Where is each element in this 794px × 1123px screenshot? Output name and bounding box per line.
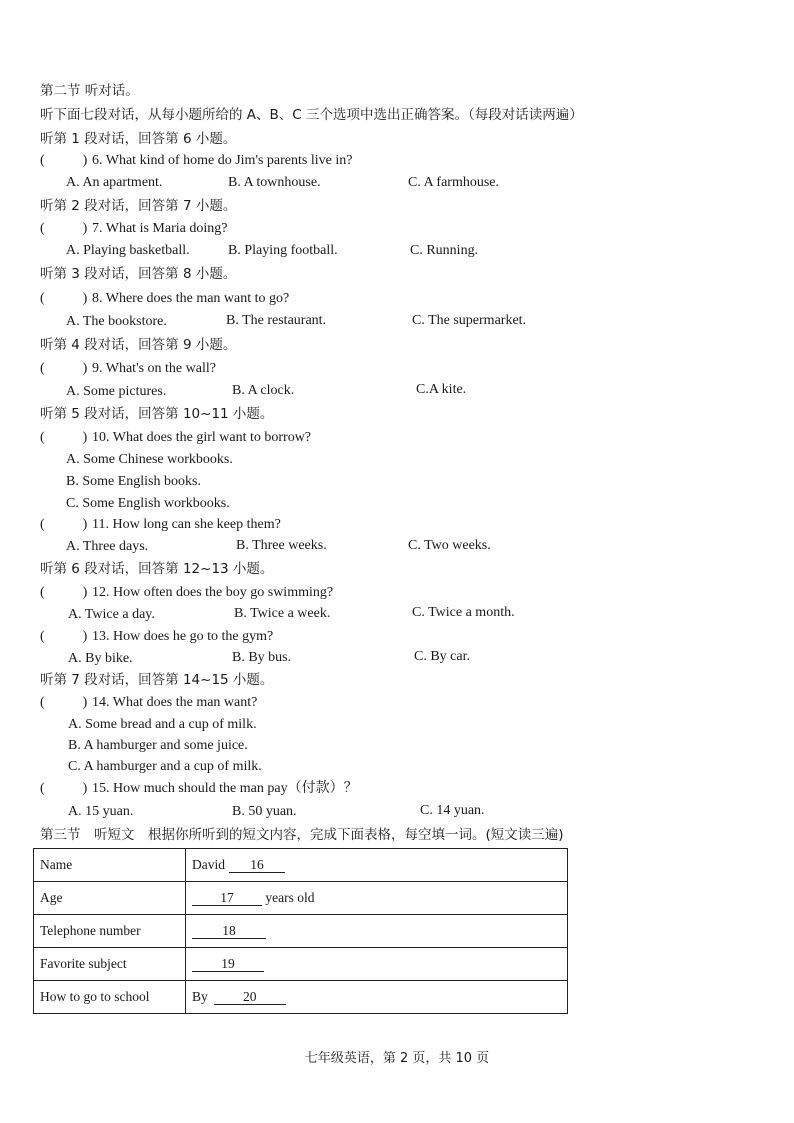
row-value <box>186 948 568 981</box>
answer-paren[interactable]: ( ) <box>40 629 88 644</box>
answer-paren[interactable]: ( ) <box>40 430 88 445</box>
question-9 <box>40 360 216 378</box>
answer-paren[interactable]: ( ) <box>40 781 88 796</box>
option-b: B. Three weeks. <box>236 538 327 553</box>
option-a: A. Playing basketball. <box>66 243 190 258</box>
question-12 <box>40 584 333 602</box>
option-c: C. 14 yuan. <box>420 803 485 818</box>
option-b: B. By bus. <box>232 650 292 665</box>
row-label: How to go to school <box>34 981 186 1014</box>
question-10 <box>40 429 311 447</box>
option-b: B. 50 yuan. <box>232 804 297 819</box>
dialog-header-1: 听第 1 段对话，回答第 6 小题。 <box>40 131 237 147</box>
row-value <box>186 915 568 948</box>
row-value: By 20 <box>186 981 568 1014</box>
answer-paren[interactable]: ( ) <box>40 361 88 376</box>
answer-paren[interactable]: ( ) <box>40 221 88 236</box>
answer-paren[interactable]: ( ) <box>40 291 88 306</box>
option-c: C. A hamburger and a cup of milk. <box>68 759 262 774</box>
answer-blank-17[interactable]: 17 <box>192 890 262 906</box>
option-a: A. Some Chinese workbooks. <box>66 452 233 467</box>
dialog-header-2: 听第 2 段对话，回答第 7 小题。 <box>40 198 237 214</box>
question-7 <box>40 220 227 238</box>
info-table <box>33 848 568 1014</box>
option-b: B. A hamburger and some juice. <box>68 738 248 753</box>
question-text: 7. What is Maria doing? <box>92 221 228 236</box>
row-value: David 16 <box>186 849 568 882</box>
question-14 <box>40 694 257 712</box>
dialog-header-4: 听第 4 段对话，回答第 9 小题。 <box>40 337 237 353</box>
option-c: C. Running. <box>410 243 479 258</box>
option-c: C. Some English workbooks. <box>66 496 230 511</box>
section2-instruction: 听下面七段对话，从每小题所给的 A、B、C 三个选项中选出正确答案。（每段对话读两遍） <box>40 107 583 123</box>
answer-paren[interactable]: ( ) <box>40 585 88 600</box>
question-text: 10. What does the girl want to borrow? <box>92 430 312 445</box>
dialog-header-5: 听第 5 段对话，回答第 10~11 小题。 <box>40 406 274 422</box>
option-c: C. A farmhouse. <box>408 175 499 190</box>
answer-blank-16[interactable]: 16 <box>229 857 285 873</box>
answer-paren[interactable]: ( ) <box>40 695 88 710</box>
option-c: C. Twice a month. <box>412 605 515 620</box>
table-row <box>34 882 568 915</box>
question-text: 12. How often does the boy go swimming? <box>92 585 334 600</box>
section3-title: 第三节 听短文 根据你所听到的短文内容，完成下面表格，每空填一词。(短文读三遍) <box>40 827 564 843</box>
row-label: Favorite subject <box>34 948 186 981</box>
option-c: C. The supermarket. <box>412 313 527 328</box>
option-b: B. A townhouse. <box>228 175 321 190</box>
question-13 <box>40 628 273 646</box>
question-6 <box>40 152 352 170</box>
option-b: B. A clock. <box>232 383 295 398</box>
question-text: 8. Where does the man want to go? <box>92 291 290 306</box>
option-a: A. The bookstore. <box>66 314 167 329</box>
dialog-header-3: 听第 3 段对话，回答第 8 小题。 <box>40 266 237 282</box>
question-text: 14. What does the man want? <box>92 695 258 710</box>
table-row <box>34 915 568 948</box>
answer-blank-20[interactable]: 20 <box>214 989 286 1005</box>
question-text: 9. What's on the wall? <box>92 361 216 376</box>
table-row <box>34 948 568 981</box>
table-row <box>34 849 568 882</box>
page-footer: 七年级英语，第 2 页，共 10 页 <box>304 1051 490 1066</box>
option-c: C.A kite. <box>416 382 467 397</box>
answer-paren[interactable]: ( ) <box>40 153 88 168</box>
answer-paren[interactable]: ( ) <box>40 517 88 532</box>
option-a: A. Some pictures. <box>66 384 167 399</box>
question-text: 11. How long can she keep them? <box>92 517 281 532</box>
answer-blank-18[interactable]: 18 <box>192 923 266 939</box>
dialog-header-7: 听第 7 段对话，回答第 14~15 小题。 <box>40 672 274 688</box>
option-b: B. Twice a week. <box>234 606 331 621</box>
option-a: A. Twice a day. <box>68 607 155 622</box>
row-label: Name <box>34 849 186 882</box>
option-c: C. By car. <box>414 649 470 664</box>
table-row <box>34 981 568 1014</box>
option-a: A. By bike. <box>68 651 133 666</box>
option-c: C. Two weeks. <box>408 538 491 553</box>
question-text: 15. How much should the man pay（付款）？ <box>92 781 358 796</box>
row-label: Telephone number <box>34 915 186 948</box>
question-text: 13. How does he go to the gym? <box>92 629 274 644</box>
option-b: B. Some English books. <box>66 474 201 489</box>
section2-title: 第二节 听对话。 <box>40 83 139 99</box>
answer-blank-19[interactable]: 19 <box>192 956 264 972</box>
option-a: A. Some bread and a cup of milk. <box>68 717 257 732</box>
option-b: B. The restaurant. <box>226 313 327 328</box>
option-a: A. Three days. <box>66 539 149 554</box>
option-b: B. Playing football. <box>228 243 338 258</box>
question-8 <box>40 290 289 308</box>
row-label: Age <box>34 882 186 915</box>
question-15 <box>40 780 358 798</box>
question-11 <box>40 516 281 534</box>
dialog-header-6: 听第 6 段对话，回答第 12~13 小题。 <box>40 561 274 577</box>
question-text: 6. What kind of home do Jim's parents live in? <box>92 153 353 168</box>
row-value: 17 years old <box>186 882 568 915</box>
option-a: A. An apartment. <box>66 175 163 190</box>
option-a: A. 15 yuan. <box>68 804 134 819</box>
